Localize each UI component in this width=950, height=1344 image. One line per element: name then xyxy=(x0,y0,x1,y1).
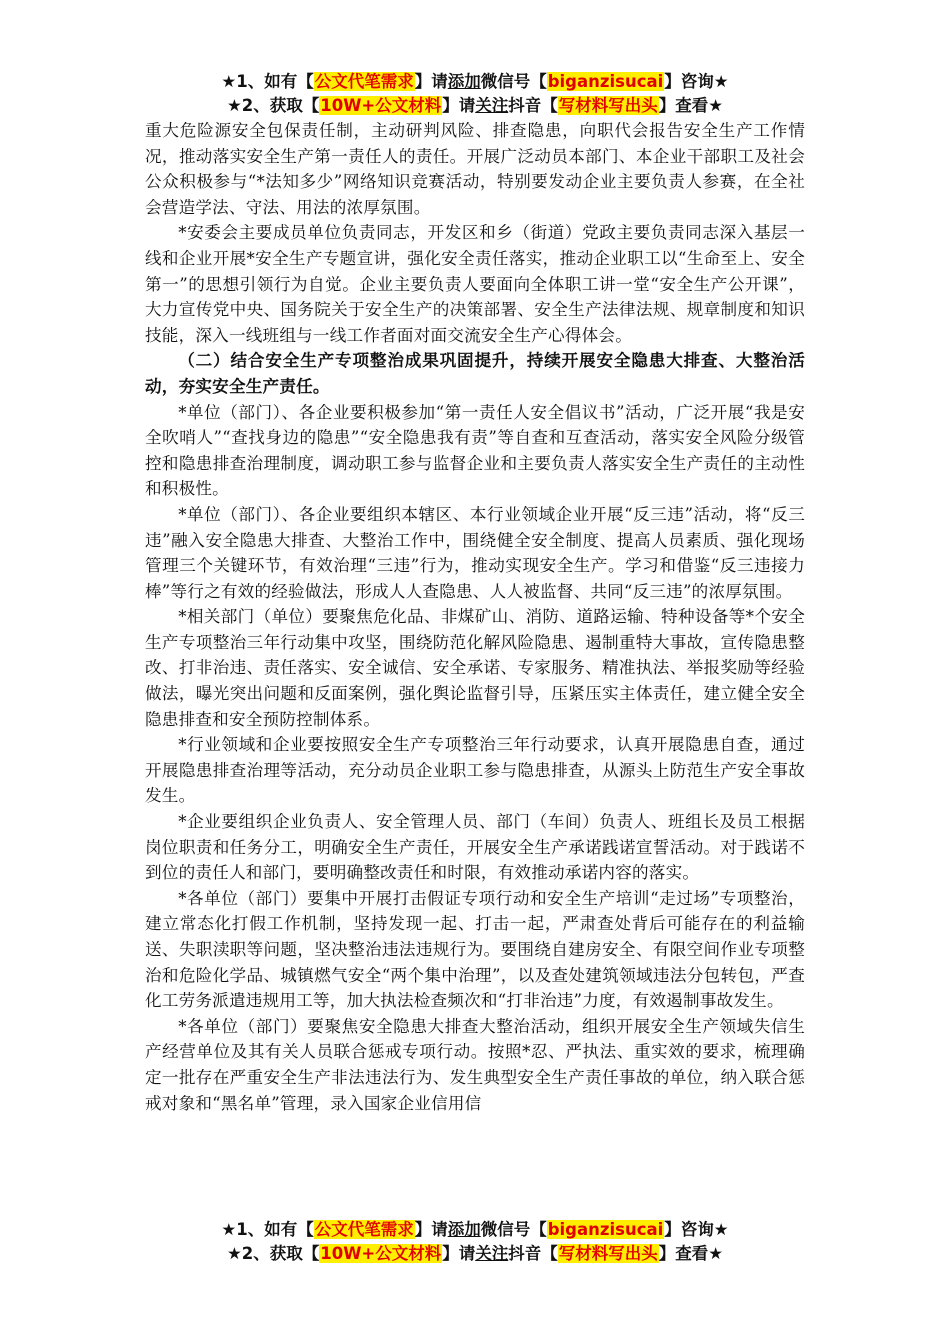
document-body xyxy=(145,118,805,1116)
banner-text: 抖音【 xyxy=(508,96,558,115)
banner-text: ★2、获取【 xyxy=(226,1244,320,1263)
highlight-text: biganzisucai xyxy=(547,1220,664,1239)
paragraph: *各单位（部门）要集中开展打击假证专项行动和安全生产培训“走过场”专项整治，建立常态化打假工作机制，坚持发现一起、打击一起，严肃查处背后可能存在的利益输送、失职渎职等问题，坚决整治违法违规行为。要围绕自建房安全、有限空间作业专项整治和危险化学品、城镇燃气安全“两个集中治理”，以及查处建筑领域违法分包转包，严查化工劳务派遣违规用工等，加大执法检查频次和“打非治违”力度，有效遏制事故发生。 xyxy=(145,888,805,1011)
underlined-text: 添加 xyxy=(447,1220,481,1239)
paragraph: *单位（部门）、各企业要积极参加“第一责任人安全倡议书”活动，广泛开展“我是安全吹哨人”“查找身边的隐患”“安全隐患我有责”等自查和互查活动，落实安全风险分级管控和隐患排查治理制度，调动职工参与监督企业和主要负责人落实安全生产责任的主动性和积极性。 xyxy=(145,402,805,499)
underlined-text: 关注 xyxy=(475,96,509,115)
highlight-text: 公文代笔需求 xyxy=(314,72,414,91)
banner-text: 】咨询★ xyxy=(664,72,729,91)
header-banner xyxy=(0,70,950,118)
underlined-text: 添加 xyxy=(447,72,481,91)
banner-text: ★2、获取【 xyxy=(226,96,320,115)
paragraph: *单位（部门）、各企业要组织本辖区、本行业领域企业开展“反三违”活动，将“反三违”融入安全隐患大排查、大整治工作中，围绕健全安全制度、提高人员素质、强化现场管理三个关键环节，有效治理“三违”行为，推动实现安全生产。学习和借鉴“反三违接力棒”等行之有效的经验做法，形成人人查隐患、人人被监督、共同“反三违”的浓厚氛围。 xyxy=(145,504,805,601)
banner-text: 微信号【 xyxy=(480,1220,547,1239)
paragraph: *相关部门（单位）要聚焦危化品、非煤矿山、消防、道路运输、特种设备等*个安全生产专项整治三年行动集中攻坚，围绕防范化解风险隐患、遏制重特大事故，宣传隐患整改、打非治违、责任落实、安全诚信、安全承诺、专家服务、精准执法、举报奖励等经验做法，曝光突出问题和反面案例，强化舆论监督引导，压紧压实主体责任，建立健全安全隐患排查和安全预防控制体系。 xyxy=(145,607,805,729)
banner-text: ★1、如有【 xyxy=(221,72,314,91)
banner-line-2 xyxy=(0,1242,950,1266)
banner-text: 】请 xyxy=(414,1220,448,1239)
banner-line-1 xyxy=(0,70,950,94)
banner-text: 】查看★ xyxy=(658,96,724,115)
banner-text: ★1、如有【 xyxy=(221,1220,314,1239)
highlight-text: biganzisucai xyxy=(547,72,664,91)
banner-text: 】请 xyxy=(414,72,448,91)
highlight-text: 10W+公文材料 xyxy=(320,1244,442,1263)
paragraph: 重大危险源安全包保责任制，主动研判风险、排查隐患，向职代会报告安全生产工作情况，推动落实安全生产第一责任人的责任。开展广泛动员本部门、本企业干部职工及社会公众积极参与“*法知多少”网络知识竞赛活动，特别要发动企业主要负责人参赛，在全社会营造学法、守法、用法的浓厚氛围。 xyxy=(145,121,805,217)
paragraph: *各单位（部门）要聚焦安全隐患大排查大整治活动，组织开展安全生产领域失信生产经营单位及其有关人员联合惩戒专项行动。按照*忍、严执法、重实效的要求，梳理确定一批存在严重安全生产非法违法行为、发生典型安全生产责任事故的单位，纳入联合惩戒对象和“黑名单”管理，录入国家企业信用信 xyxy=(145,1016,805,1113)
banner-text: 】咨询★ xyxy=(664,1220,729,1239)
paragraph: *企业要组织企业负责人、安全管理人员、部门（车间）负责人、班组长及员工根据岗位职责和任务分工，明确安全生产责任，开展安全生产承诺践诺宣誓活动。对于践诺不到位的责任人和部门，要明确整改责任和时限，有效推动承诺内容的落实。 xyxy=(145,812,805,883)
highlight-text: 写材料写出头 xyxy=(558,1244,658,1263)
banner-line-2 xyxy=(0,94,950,118)
banner-line-1 xyxy=(0,1218,950,1242)
banner-text: 】查看★ xyxy=(658,1244,724,1263)
banner-text: 抖音【 xyxy=(508,1244,558,1263)
highlight-text: 10W+公文材料 xyxy=(320,96,442,115)
paragraph: *安委会主要成员单位负责同志，开发区和乡（街道）党政主要负责同志深入基层一线和企业开展*安全生产专题宣讲，强化安全责任落实，推动企业职工以“生命至上、安全第一”的思想引领行为自觉。企业主要负责人要面向全体职工讲一堂“安全生产公开课”，大力宣传党中央、国务院关于安全生产的决策部署、安全生产法律法规、规章制度和知识技能，深入一线班组与一线工作者面对面交流安全生产心得体会。 xyxy=(145,223,805,345)
underlined-text: 关注 xyxy=(475,1244,509,1263)
banner-text: 】请 xyxy=(442,1244,476,1263)
highlight-text: 公文代笔需求 xyxy=(314,1220,414,1239)
highlight-text: 写材料写出头 xyxy=(558,96,658,115)
paragraph: *行业领域和企业要按照安全生产专项整治三年行动要求，认真开展隐患自查，通过开展隐患排查治理等活动，充分动员企业职工参与隐患排查，从源头上防范生产安全事故发生。 xyxy=(145,735,805,806)
section-heading: （二）结合安全生产专项整治成果巩固提升，持续开展安全隐患大排查、大整治活动，夯实安全生产责任。 xyxy=(145,351,805,396)
footer-banner xyxy=(0,1218,950,1266)
banner-text: 】请 xyxy=(442,96,476,115)
banner-text: 微信号【 xyxy=(480,72,547,91)
